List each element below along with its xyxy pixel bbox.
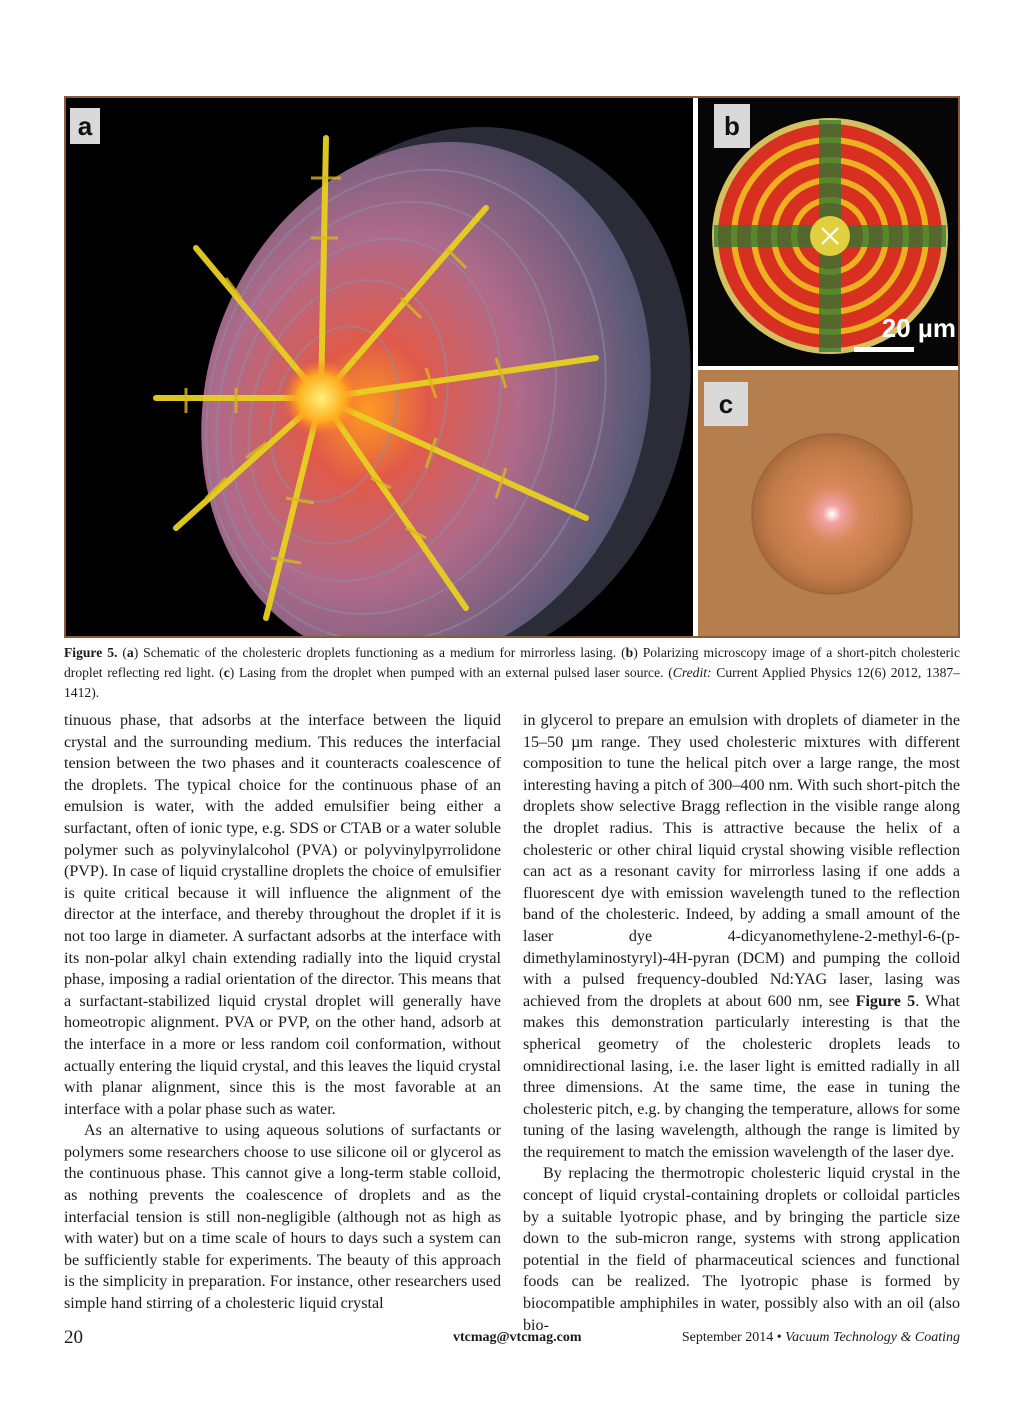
caption-panel-ref: c xyxy=(223,665,230,680)
panel-a-label: a xyxy=(70,108,100,144)
page-number: 20 xyxy=(64,1327,83,1348)
body-column-right xyxy=(523,710,960,1336)
figure-reference: Figure 5 xyxy=(855,992,916,1010)
footer-separator: • xyxy=(773,1330,786,1345)
caption-text: ) Polarizing microscopy image of a short-pitch cholesteric droplet reflecting red light. ( xyxy=(64,645,960,680)
figure-label: Figure 5. xyxy=(64,645,118,660)
caption-panel-ref: b xyxy=(625,645,634,660)
cholesteric-droplet-schematic xyxy=(66,98,693,636)
figure-5 xyxy=(64,96,960,638)
body-paragraph xyxy=(523,710,960,1163)
caption-text: ( xyxy=(117,645,127,660)
caption-panel-ref: a xyxy=(126,645,134,660)
panel-c-label: c xyxy=(704,382,748,426)
scale-bar-label: 20 µm xyxy=(881,313,956,343)
figure-panel-b xyxy=(698,98,958,366)
body-paragraph: By replacing the thermotropic cholesteric liquid crystal in the concept of liquid crystal-containing droplets or colloidal particles by a suitable lyotropic phase, and by bringing the particle size down to the sub-micron range, systems with strong application potential in the field of pharmaceutical sciences and functional foods can be realized. The lyotropic phase is formed by biocompatible amphiphiles in water, possibly also with an oil (also bio- xyxy=(523,1165,960,1334)
panel-b-label: b xyxy=(714,104,750,148)
caption-text: ) Lasing from the droplet when pumped with an external pulsed laser source. ( xyxy=(229,665,673,680)
footer-email: vtcmag@vtcmag.com xyxy=(453,1330,582,1345)
footer-publication xyxy=(682,1330,960,1346)
figure-caption xyxy=(64,643,960,703)
page-footer xyxy=(64,1327,960,1352)
scale-bar xyxy=(854,347,914,352)
footer-date: September 2014 xyxy=(681,1330,774,1345)
body-paragraph: As an alternative to using aqueous solutions of surfactants or polymers some researchers choose to use silicone oil or glycerol as the continuous phase. This cannot give a long-term stable colloid, as nothing prevents the coalescence of droplets and as the interfacial tension is still non-negligible (although not as high as with water) but on a time scale of hours to days such a system can be sufficiently stable for experiments. The beauty of this approach is the simplicity in preparation. For instance, other researchers used simple hand stirring of a cholesteric liquid crystal xyxy=(64,1122,501,1313)
body-text: . What makes this demonstration particularly interesting is that the spherical geometry of the cholesteric droplets leads to omnidirectional lasing, i.e. the laser light is emitted radially in all three dimensions. At the same time, the ease in tuning the cholesteric pitch, e.g. by changing the temperature, allows for some tuning of the lasing wavelength, although the range is limited by the requirement to match the emission wavelength of the laser dye. xyxy=(523,992,961,1161)
body-column-left xyxy=(64,710,501,1315)
caption-credit-label: Credit: xyxy=(672,665,712,680)
publication-name: Vacuum Technology & Coating xyxy=(785,1330,960,1345)
body-text: in glycerol to prepare an emulsion with droplets of diameter in the 15–50 µm range. They used cholesteric mixtures with different composition to tune the helical pitch over a large range, the most interesting having a pitch of 300–400 nm. With such short-pitch the droplets show selective Bragg reflection in the visible range along the droplet radius. This is attractive because the helix of a cholesteric or other chiral liquid crystal showing visible reflection can act as a resonant cavity for mirrorless lasing if one adds a fluorescent dye with emission wavelength tuned to the reflection band of the cholesteric. Indeed, by adding a small amount of the laser dye 4-dicyanomethylene-2-methyl-6-(p-dimethylaminostyryl)-4H-pyran (DCM) and pumping the colloid with a pulsed frequency-doubled Nd:YAG laser, lasing was achieved from the droplets at about 600 nm, see xyxy=(523,712,960,1010)
figure-panel-a xyxy=(66,98,693,636)
figure-panel-c xyxy=(698,370,958,636)
body-paragraph: tinuous phase, that adsorbs at the interface between the liquid crystal and the surrounding medium. This reduces the interfacial tension between the two phases and it counteracts coalescence of the droplets. The typical choice for the continuous phase of an emulsion is water, with the added emulsifier being either a surfactant, often of ionic type, e.g. SDS or CTAB or a water soluble polymer such as polyvinylalcohol (PVA) or polyvinylpyrrolidone (PVP). In case of liquid crystalline droplets the choice of emulsifier is quite critical because it will influence the alignment of the director at the interface, and thereby throughout the droplet if it is not too large in diameter. A surfactant adsorbs at the interface with its non-polar alkyl chain extending radially into the liquid crystal phase, imposing a radial orientation of the director. This means that a surfactant-stabilized liquid crystal droplet will generally have homeotropic alignment. PVA or PVP, on the other hand, adsorb at the interface in a more or less random coil conformation, without actually entering the liquid crystal, and this leaves the liquid crystal with planar alignment, since this is the most favorable at an interface with a polar phase such as water. xyxy=(64,712,501,1118)
caption-text: ) Schematic of the cholesteric droplets functioning as a medium for mirrorless lasing. ( xyxy=(133,645,626,660)
caption-credit: Current Applied Physics 12(6) 2012, 1387–1412). xyxy=(64,665,960,700)
